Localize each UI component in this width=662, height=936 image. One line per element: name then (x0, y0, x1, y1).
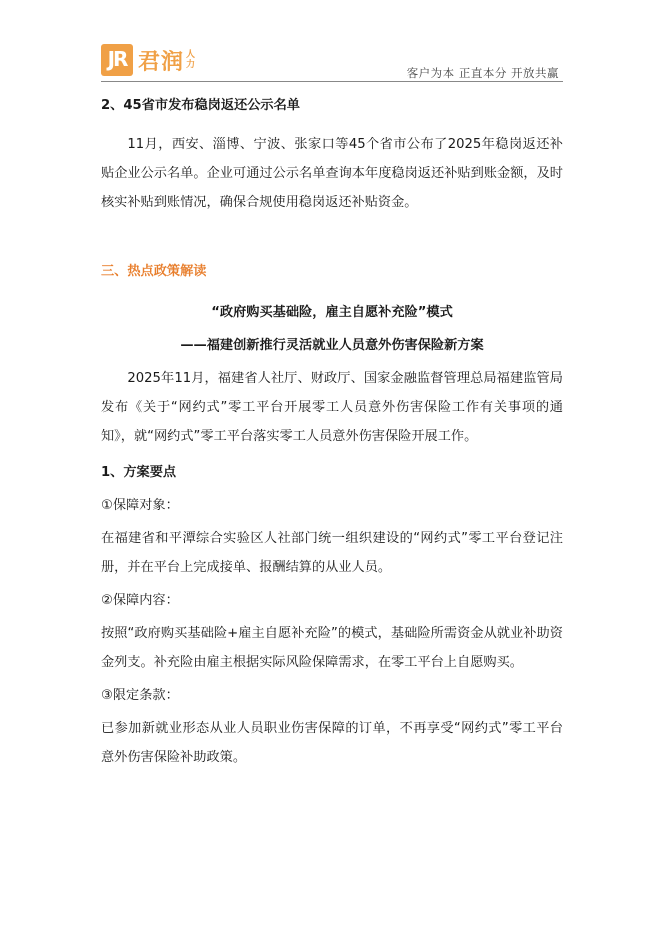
spacer (101, 217, 563, 257)
logo-mark-icon (101, 44, 133, 76)
logo-name: 君润 (138, 49, 185, 75)
spacer (101, 286, 563, 298)
header-divider (101, 81, 563, 82)
policy-intro-paragraph: 2025年11月，福建省人社厅、财政厅、国家金融监督管理总局福建监管局发布《关于“网约式”零工平台开展零工人员意外伤害保险工作有关事项的通知》，就“网约式”零工平台落实零工人员意外伤害保险开展工作。 (101, 371, 563, 444)
section-3-title: 三、热点政策解读 (101, 264, 207, 279)
logo-mark-text: JR (107, 47, 127, 71)
policy-subtitle: ——福建创新推行灵活就业人员意外伤害保险新方案 (180, 338, 484, 353)
item-3-label: ③限定条款： (101, 688, 179, 703)
section-2-heading: 2、45省市发布稳岗返还公示名单 (101, 98, 300, 113)
page-header (101, 44, 563, 82)
section-2-paragraph: 11月，西安、淄博、宁波、张家口等45个省市公布了2025年稳岗返还补贴企业公示名单。企业可通过公示名单查询本年度稳岗返还补贴到账金额，及时核实补贴到账情况，确保合规使用稳岗返还补贴资金。 (101, 137, 563, 210)
item-3-text: 已参加新就业形态从业人员职业伤害保障的订单，不再享受“网约式”零工平台意外伤害保险补助政策。 (101, 721, 563, 765)
points-heading: 1、方案要点 (101, 465, 177, 480)
spacer (101, 451, 563, 455)
document-body (101, 88, 563, 772)
spacer (101, 120, 563, 130)
logo-sub-top: 人 (186, 50, 196, 60)
header-slogan: 客户为本 正直本分 开放共赢 (406, 66, 559, 80)
item-1-text: 在福建省和平潭综合实验区人社部门统一组织建设的“网约式”零工平台登记注册，并在平台上完成接单、报酬结算的从业人员。 (101, 531, 563, 575)
item-2-label: ②保障内容： (101, 593, 179, 608)
logo-sub-bottom: 力 (186, 60, 196, 70)
item-1-label: ①保障对象： (101, 498, 179, 513)
item-2-text: 按照“政府购买基础险+雇主自愿补充险”的模式，基础险所需资金从就业补助资金列支。补充险由雇主根据实际风险保障需求，在零工平台上自愿购买。 (101, 626, 563, 670)
company-logo (101, 44, 195, 76)
policy-title: “政府购买基础险，雇主自愿补充险”模式 (211, 305, 453, 320)
logo-sub (186, 50, 195, 70)
